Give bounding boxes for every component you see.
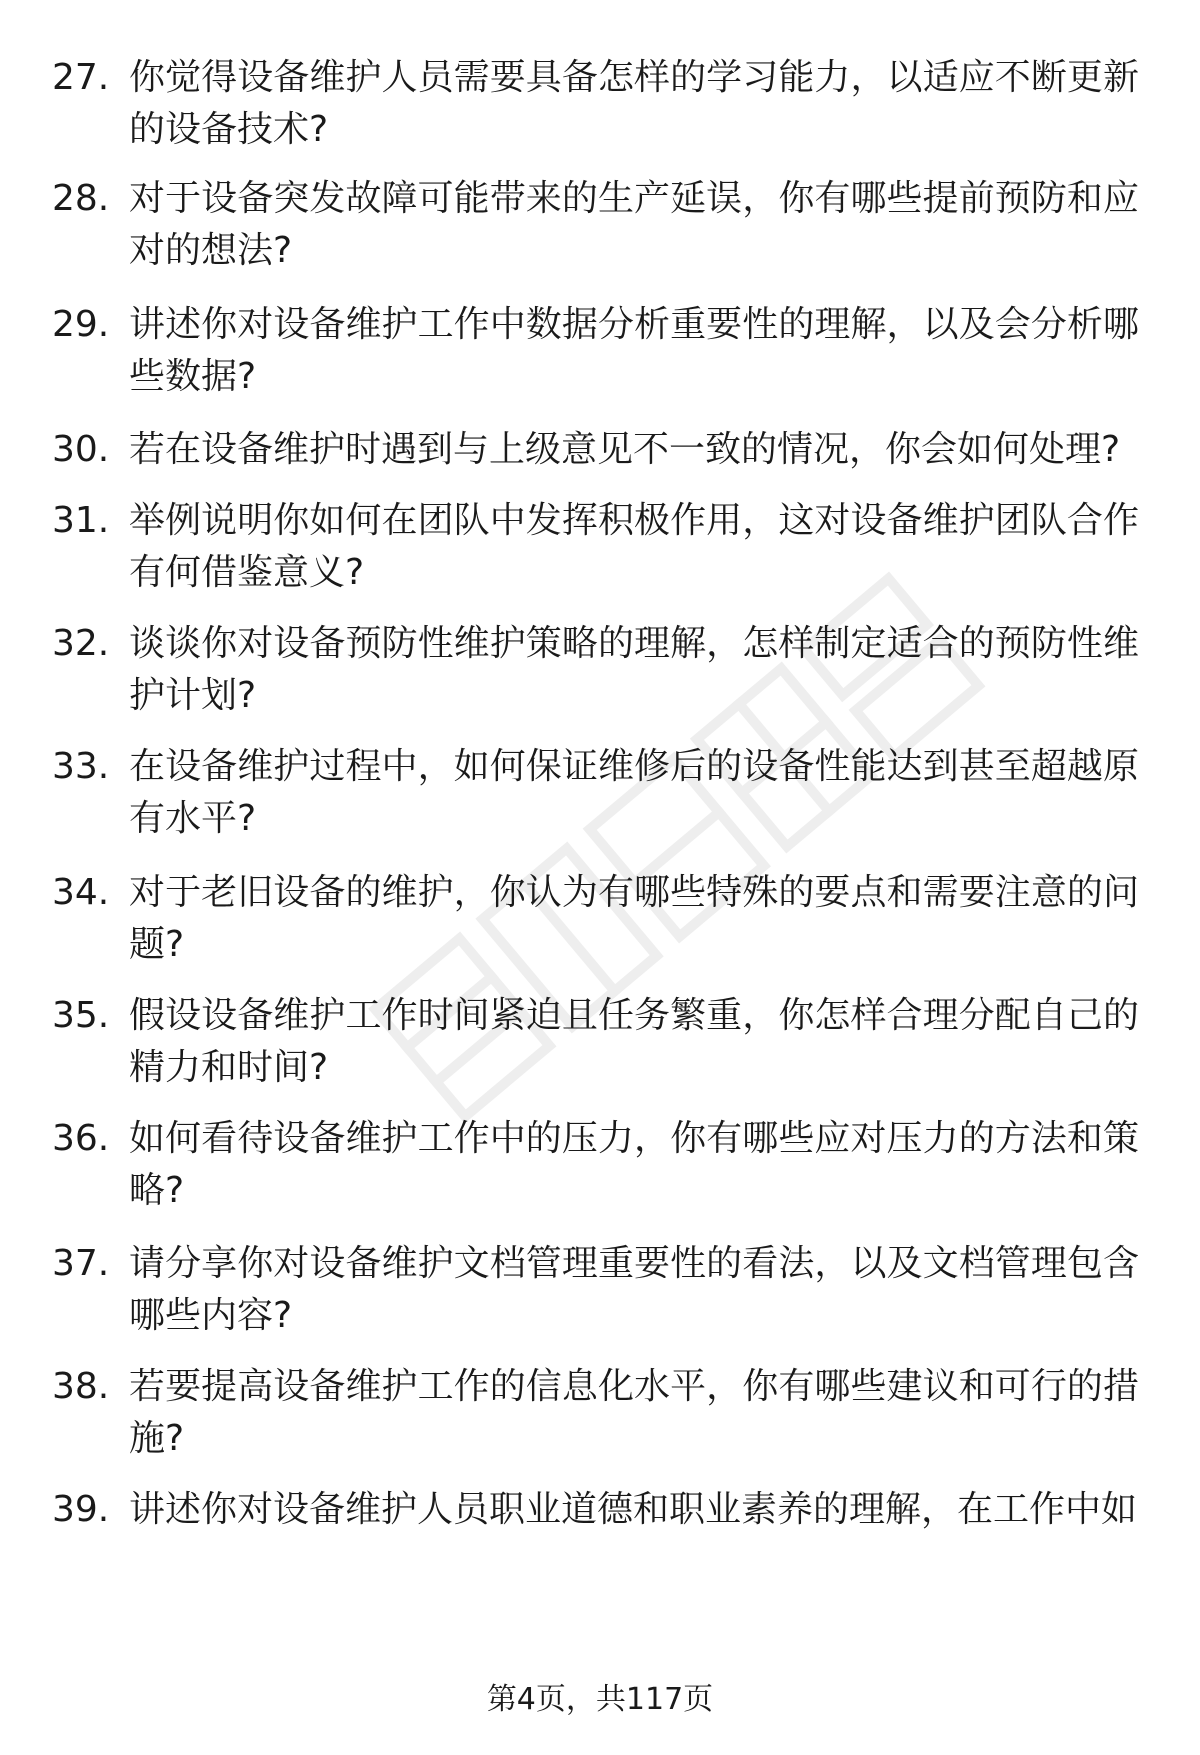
list-item [0, 1113, 1200, 1233]
list-item [0, 173, 1200, 293]
question-number: 27. [52, 57, 110, 98]
question-text: 谈谈你对设备预防性维护策略的理解，怎样制定适合的预防性维护计划? [129, 623, 1139, 716]
question-text: 若在设备维护时遇到与上级意见不一致的情况，你会如何处理? [129, 429, 1121, 470]
list-item [0, 299, 1200, 419]
list-item [0, 1361, 1200, 1481]
list-item [0, 990, 1200, 1110]
question-number: 39. [52, 1489, 110, 1530]
question-text: 讲述你对设备维护人员职业道德和职业素养的理解，在工作中如 [129, 1489, 1138, 1530]
question-number: 37. [52, 1243, 110, 1284]
question-number: 35. [52, 995, 110, 1036]
page-number-footer: 第4页，共117页 [486, 1682, 714, 1717]
question-number: 30. [52, 429, 110, 470]
question-number: 28. [52, 178, 110, 219]
question-number: 29. [52, 304, 110, 345]
question-text: 若要提高设备维护工作的信息化水平，你有哪些建议和可行的措施? [129, 1366, 1139, 1459]
question-text: 对于老旧设备的维护，你认为有哪些特殊的要点和需要注意的问题? [129, 872, 1139, 965]
question-number: 33. [52, 746, 110, 787]
list-item [0, 618, 1200, 738]
question-text: 如何看待设备维护工作中的压力，你有哪些应对压力的方法和策略? [129, 1118, 1139, 1211]
question-number: 31. [52, 500, 110, 541]
question-text: 请分享你对设备维护文档管理重要性的看法，以及文档管理包含哪些内容? [129, 1243, 1139, 1336]
question-text: 你觉得设备维护人员需要具备怎样的学习能力，以适应不断更新的设备技术? [129, 57, 1139, 150]
list-item [0, 867, 1200, 987]
question-text: 举例说明你如何在团队中发挥积极作用，这对设备维护团队合作有何借鉴意义? [129, 500, 1139, 593]
question-text: 在设备维护过程中，如何保证维修后的设备性能达到甚至超越原有水平? [129, 746, 1139, 839]
question-number: 32. [52, 623, 110, 664]
list-item [0, 495, 1200, 615]
list-item [0, 1238, 1200, 1358]
question-number: 38. [52, 1366, 110, 1407]
question-text: 对于设备突发故障可能带来的生产延误，你有哪些提前预防和应对的想法? [129, 178, 1139, 271]
question-text: 讲述你对设备维护工作中数据分析重要性的理解，以及会分析哪些数据? [129, 304, 1139, 397]
list-item [0, 1484, 1200, 1544]
question-text: 假设设备维护工作时间紧迫且任务繁重，你怎样合理分配自己的精力和时间? [129, 995, 1139, 1088]
question-number: 34. [52, 872, 110, 913]
question-number: 36. [52, 1118, 110, 1159]
list-item [0, 741, 1200, 861]
list-item [0, 52, 1200, 172]
